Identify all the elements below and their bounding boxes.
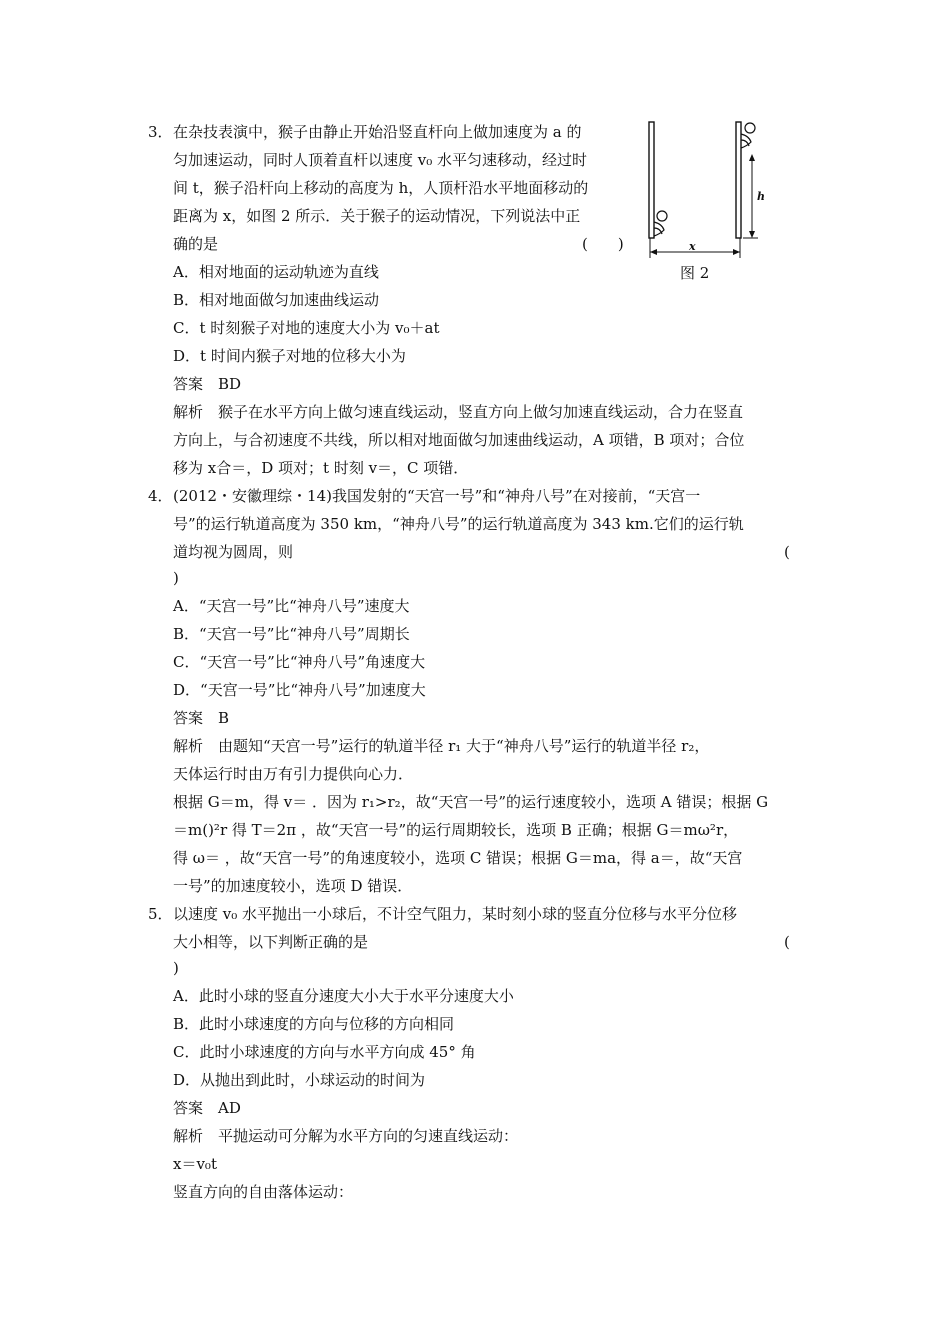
q5-analysis-line-1: 解析 平抛运动可分解为水平方向的匀速直线运动： <box>173 1127 519 1145</box>
q3-option-d: D．t 时间内猴子对地的位移大小为 <box>173 347 406 365</box>
figure-label-x: x <box>689 240 696 253</box>
q3-analysis-line-1: 解析 猴子在水平方向上做匀速直线运动，竖直方向上做匀加速直线运动，合力在竖直 <box>173 403 744 421</box>
q5-answer: 答案 AD <box>173 1099 241 1117</box>
q4-analysis-line-5: 得 ω＝ ，故“天宫一号”的角速度较小，选项 C 错误；根据 G＝ma，得 a＝，故“天宫 <box>173 849 743 867</box>
q5-option-b: B．此时小球速度的方向与位移的方向相同 <box>173 1015 455 1033</box>
q5-option-c: C．此时小球速度的方向与水平方向成 45° 角 <box>173 1043 476 1061</box>
q4-stem-line-2: 号”的运行轨道高度为 350 km，“神舟八号”的运行轨道高度为 343 km.它们的运行轨 <box>173 515 744 533</box>
q4-stem-line-1: (2012・安徽理综・14)我国发射的“天宫一号”和“神舟八号”在对接前，“天宫一 <box>173 487 701 505</box>
q4-option-d: D．“天宫一号”比“神舟八号”加速度大 <box>173 681 426 699</box>
figure-caption: 图 2 <box>680 264 710 282</box>
q3-option-b: B．相对地面做匀加速曲线运动 <box>173 291 380 309</box>
q3-number: 3． <box>148 123 173 141</box>
q5-bracket-open: ( <box>784 933 790 951</box>
q3-stem-line-1: 在杂技表演中，猴子由静止开始沿竖直杆向上做加速度为 a 的 <box>173 123 582 141</box>
q5-number: 5． <box>148 905 173 923</box>
q5-option-d: D．从抛出到此时，小球运动的时间为 <box>173 1071 426 1089</box>
q4-answer: 答案 B <box>173 709 230 727</box>
q4-option-b: B．“天宫一号”比“神舟八号”周期长 <box>173 625 410 643</box>
q4-analysis-line-4: ＝m()²r 得 T＝2π ，故“天宫一号”的运行周期较长，选项 B 正确；根据 G＝mω²r， <box>173 821 739 839</box>
q3-answer-bracket: ( ) <box>582 235 624 253</box>
q4-bracket-open: ( <box>784 543 790 561</box>
q3-stem-line-4: 距离为 x，如图 2 所示．关于猴子的运动情况，下列说法中正 <box>173 207 581 225</box>
q5-analysis-line-2: x＝v₀t <box>173 1155 217 1173</box>
q4-analysis-line-1: 解析 由题知“天宫一号”运行的轨道半径 r₁ 大于“神舟八号”运行的轨道半径 r₂， <box>173 737 710 755</box>
q4-analysis-line-3: 根据 G＝m，得 v＝ ．因为 r₁>r₂，故“天宫一号”的运行速度较小，选项 A 错误；根据 G <box>173 793 769 811</box>
q4-analysis-line-2: 天体运行时由万有引力提供向心力． <box>173 765 414 783</box>
q3-option-a: A．相对地面的运动轨迹为直线 <box>173 263 379 281</box>
q5-stem-line-1: 以速度 v₀ 水平抛出一小球后，不计空气阻力，某时刻小球的竖直分位移与水平分位移 <box>173 905 738 923</box>
q4-number: 4． <box>148 487 173 505</box>
q5-option-a: A．此时小球的竖直分速度大小大于水平分速度大小 <box>173 987 514 1005</box>
q4-option-c: C．“天宫一号”比“神舟八号”角速度大 <box>173 653 426 671</box>
q3-analysis-line-3: 移为 x合＝，D 项对；t 时刻 v＝，C 项错． <box>173 459 469 477</box>
q5-stem-line-2: 大小相等，以下判断正确的是 <box>173 933 369 951</box>
q4-option-a: A．“天宫一号”比“神舟八号”速度大 <box>173 597 410 615</box>
q3-analysis-line-2: 方向上，与合初速度不共线，所以相对地面做匀加速曲线运动，A 项错，B 项对；合位 <box>173 431 745 449</box>
q5-bracket-close: ) <box>173 959 179 977</box>
q3-stem-line-2: 匀加速运动，同时人顶着直杆以速度 v₀ 水平匀速移动，经过时 <box>173 151 588 169</box>
figure-label-h: h <box>757 190 765 203</box>
q4-bracket-close: ) <box>173 569 179 587</box>
q5-analysis-line-3: 竖直方向的自由落体运动： <box>173 1183 354 1201</box>
q3-option-c: C．t 时刻猴子对地的速度大小为 v₀＋at <box>173 319 440 337</box>
q4-analysis-line-6: 一号”的加速度较小，选项 D 错误． <box>173 877 413 895</box>
q3-stem-line-3: 间 t，猴子沿杆向上移动的高度为 h，人顶杆沿水平地面移动的 <box>173 179 589 197</box>
q3-stem-line-5: 确的是 <box>173 235 219 253</box>
q4-stem-line-3: 道均视为圆周，则 <box>173 543 294 561</box>
q3-answer: 答案 BD <box>173 375 242 393</box>
